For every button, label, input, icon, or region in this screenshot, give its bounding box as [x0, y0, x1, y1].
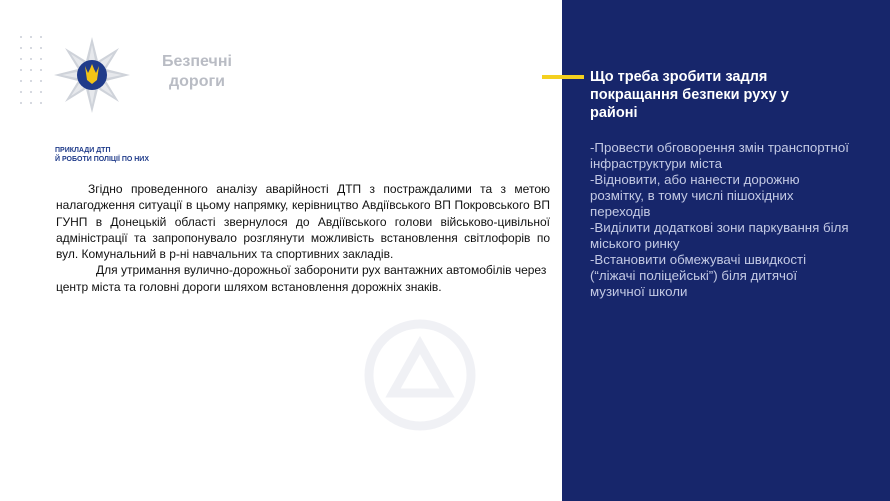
grid-dot — [20, 47, 22, 49]
grid-dot — [40, 80, 42, 82]
list-item: -Виділити додаткові зони паркування біля міського ринку — [590, 220, 849, 251]
grid-dot — [20, 91, 22, 93]
grid-dot — [30, 58, 32, 60]
grid-dot — [30, 91, 32, 93]
body-text — [56, 181, 550, 295]
list-item: -Відновити, або нанести дорожню розмітку, в тому числі пішохідних переходів — [590, 172, 800, 219]
police-star-trident-icon — [52, 35, 132, 115]
section-label: ПРИКЛАДИ ДТП Й РОБОТИ ПОЛІЦІЇ ПО НИХ — [55, 147, 149, 163]
grid-dot — [20, 36, 22, 38]
body-paragraph: Згідно проведенного аналізу аварійності ДТП з постраждалими та з метою налагодження ситуації в цьому напрямку, керівництво Авдіївського ВП Покровського ВП ГУНП в Донецькій області звернулося до Авдіївського голови військово-цивільної адміністрації та запропонувало розглянути можливість встановлення світлофорів по вул. Комунальний в р-ні навчальних та спортивних закладів. — [56, 182, 550, 262]
grid-dot — [20, 80, 22, 82]
grid-dot — [20, 58, 22, 60]
grid-dot — [40, 69, 42, 71]
grid-dot — [40, 58, 42, 60]
list-item: -Провести обговорення змін транспортної інфраструктури міста — [590, 140, 849, 171]
recommendation-list — [590, 140, 850, 300]
grid-dot — [30, 80, 32, 82]
grid-dot — [20, 102, 22, 104]
accent-bar — [542, 75, 584, 79]
list-item: -Встановити обмежувачі швидкості (“ліжачі поліцейські”) біля дитячої музичної школи — [590, 252, 807, 299]
grid-dot — [40, 102, 42, 104]
right-heading: Що треба зробити задля покращання безпеки руху у районі — [590, 69, 789, 121]
grid-dot — [30, 36, 32, 38]
grid-dot — [40, 47, 42, 49]
brand-title: Безпечні дороги — [162, 53, 232, 90]
grid-dot — [40, 91, 42, 93]
grid-dot — [20, 69, 22, 71]
body-paragraph: Для утримання вулично-дорожньої заборонити рух вантажних автомобілів через центр міста та головні дороги шляхом встановлення дорожніх знаків. — [56, 263, 547, 294]
decorative-dot-grid — [20, 36, 46, 110]
grid-dot — [30, 69, 32, 71]
watermark-icon — [360, 315, 480, 435]
grid-dot — [30, 102, 32, 104]
grid-dot — [40, 36, 42, 38]
grid-dot — [30, 47, 32, 49]
